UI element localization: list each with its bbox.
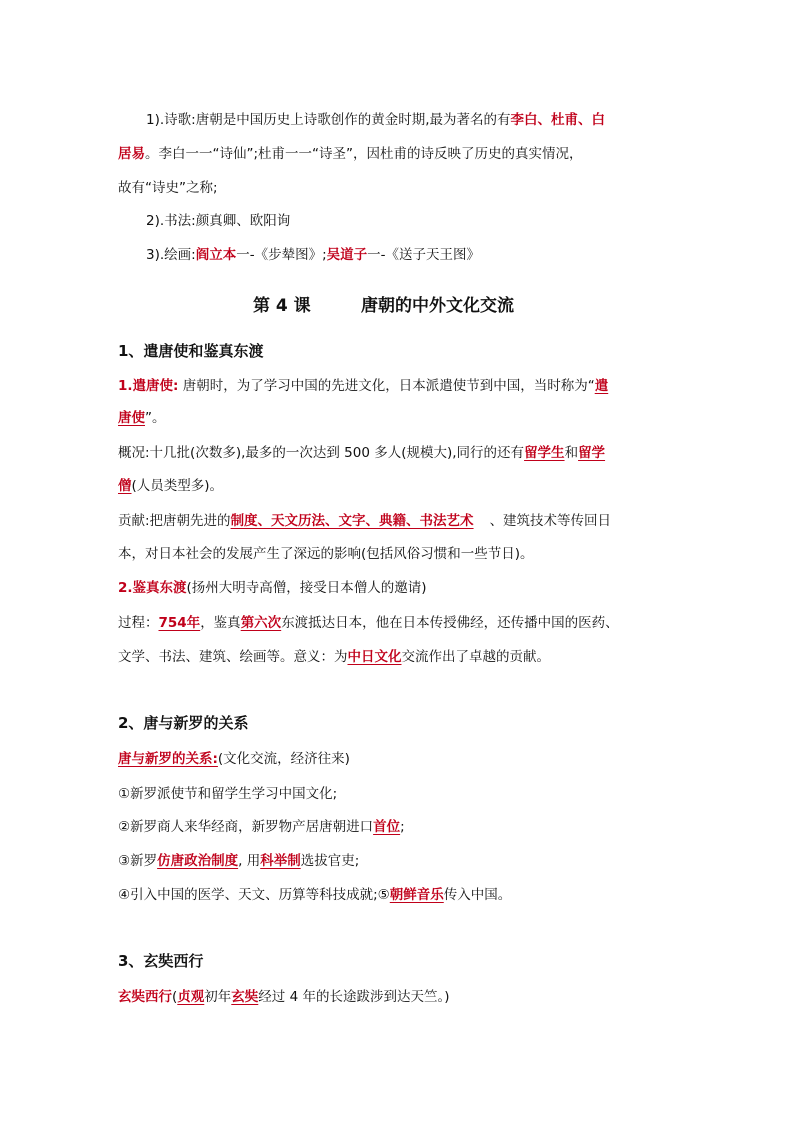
- poet-du-fu: 杜甫、: [551, 112, 592, 128]
- envoy-text: 唐朝时，为了学习中国的先进文化，日本派遣使节到中国，当时称为“: [178, 378, 595, 394]
- meaning-label: 文学、书法、建筑、绘画等。意义：为: [118, 649, 348, 665]
- silla-item-4-term: 朝鲜音乐: [389, 887, 444, 903]
- poetry-line-3: 故有“诗史”之称;: [118, 180, 218, 196]
- envoy-term-part1: 遣: [594, 378, 609, 394]
- contribution-line-2: 本，对日本社会的发展产生了深远的影响(包括风俗习惯和一些节日)。: [118, 546, 534, 562]
- painting-work-1: 一-《步辇图》;: [236, 247, 327, 263]
- envoy-end: ”。: [145, 410, 166, 426]
- section-1-heading: 1、遣唐使和鉴真东渡: [118, 342, 264, 360]
- painter-wu-daozi: 吴道子: [326, 247, 368, 263]
- painting-line: [146, 245, 716, 265]
- poetry-line-2: [118, 144, 688, 164]
- contribution-label: 贡献:把唐朝先进的: [118, 513, 231, 529]
- painter-yan-liben: 阎立本: [195, 247, 237, 263]
- meaning-end: 交流作出了卓越的贡献。: [401, 649, 550, 665]
- overview-and: 和: [564, 445, 579, 461]
- poetry-line-1: [146, 110, 716, 130]
- meaning-line: [118, 647, 688, 667]
- silla-item-2-term: 首位: [373, 819, 401, 835]
- silla-item-3-mid: , 用: [238, 853, 261, 869]
- silla-label-line: [118, 749, 688, 769]
- poet-bai-part2: 居易: [118, 146, 145, 162]
- silla-label: 唐与新罗的关系:: [118, 751, 218, 767]
- xuanzang-era: 贞观: [177, 989, 205, 1005]
- term-monks-part1: 留学: [578, 445, 606, 461]
- overview-end: (人员类型多)。: [131, 478, 224, 494]
- xuanzang-rest: 经过 4 年的长途跋涉到达天竺。): [258, 989, 450, 1005]
- overview-text: 概况:十几批(次数多),最多的一次达到 500 多人(规模大),同行的还有: [118, 445, 525, 461]
- jianzhen-label: 2.鉴真东渡: [118, 580, 187, 596]
- lesson-number: 第 4 课: [253, 296, 311, 316]
- overview-line-2: [118, 476, 688, 496]
- silla-note: (文化交流，经济往来): [217, 751, 350, 767]
- process-mid: ，鉴真: [200, 615, 241, 631]
- jianzhen-note: (扬州大明寺高僧，接受日本僧人的邀请): [186, 580, 427, 596]
- envoy-label: 1.遣唐使:: [118, 378, 179, 394]
- contribution-terms: 制度、天文历法、文字、典籍、书法艺术: [230, 513, 474, 529]
- term-students: 留学生: [524, 445, 565, 461]
- silla-item-3: [118, 851, 688, 871]
- silla-item-4-text: ④引入中国的医学、天文、历算等科技成就;⑤: [118, 887, 390, 903]
- silla-item-1: ①新罗派使节和留学生学习中国文化;: [118, 786, 338, 802]
- contribution-line-1: [118, 511, 688, 531]
- meaning-term: 中日文化: [347, 649, 402, 665]
- silla-item-2-end: ;: [400, 819, 405, 835]
- calligraphy-line: 2).书法:颜真卿、欧阳询: [146, 213, 291, 229]
- xuanzang-line: [118, 987, 688, 1007]
- silla-item-3-text: ③新罗: [118, 853, 158, 869]
- jianzhen-line: [118, 578, 688, 598]
- xuanzang-open: (: [172, 989, 178, 1005]
- silla-item-2: [118, 817, 688, 837]
- lesson-title: [0, 293, 794, 319]
- section-2-heading: 2、唐与新罗的关系: [118, 714, 249, 732]
- process-year: 754年: [158, 615, 201, 631]
- silla-item-3-term-2: 科举制: [260, 853, 301, 869]
- envoy-term-part2: 唐使: [118, 410, 145, 426]
- section-3-heading: 3、玄奘西行: [118, 952, 204, 970]
- painting-label: 3).绘画:: [146, 247, 196, 263]
- painting-work-2: 一-《送子天王图》: [367, 247, 480, 263]
- process-line: [118, 613, 688, 633]
- poet-li-bai: 李白、: [510, 112, 551, 128]
- xuanzang-mid: 初年: [204, 989, 232, 1005]
- term-monks-part2: 僧: [118, 478, 132, 494]
- process-sixth: 第六次: [240, 615, 282, 631]
- process-label: 过程：: [118, 615, 159, 631]
- overview-line-1: [118, 443, 688, 463]
- silla-item-2-text: ②新罗商人来华经商，新罗物产居唐朝进口: [118, 819, 374, 835]
- silla-item-3-end: 选拔官吏;: [300, 853, 360, 869]
- silla-item-3-term-1: 仿唐政治制度: [157, 853, 239, 869]
- contribution-rest: 、建筑技术等传回日: [489, 513, 612, 529]
- envoy-line-1: [118, 376, 688, 396]
- poet-bai-part1: 白: [591, 112, 605, 128]
- xuanzang-label: 玄奘西行: [118, 989, 172, 1005]
- silla-item-4-end: 传入中国。: [443, 887, 512, 903]
- poetry-text-2: 。李白一一“诗仙”;杜甫一一“诗圣”，因杜甫的诗反映了历史的真实情况，: [145, 146, 583, 162]
- envoy-line-2: [118, 408, 688, 428]
- xuanzang-name: 玄奘: [231, 989, 259, 1005]
- process-rest: 东渡抵达日本，他在日本传授佛经，还传播中国的医药、: [281, 615, 619, 631]
- lesson-title-text: 唐朝的中外文化交流: [361, 296, 514, 316]
- poetry-text: 1).诗歌:唐朝是中国历史上诗歌创作的黄金时期,最为著名的有: [146, 112, 511, 128]
- silla-item-4: [118, 885, 688, 905]
